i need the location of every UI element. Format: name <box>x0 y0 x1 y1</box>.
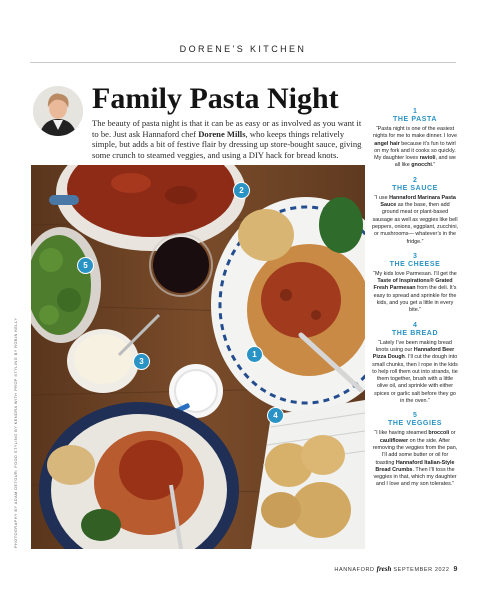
sidebar-section-number: 2 <box>413 176 417 184</box>
sidebar-section-heading: THE BREAD <box>391 329 439 337</box>
author-portrait <box>33 86 83 136</box>
callout-marker-5: 5 <box>77 257 94 274</box>
page-title: Family Pasta Night <box>92 82 339 115</box>
sidebar-section-body: “Lately I’ve been making bread knots using our Hannaford Beer Pizza Dough. I’ll cut the dough into small chunks, then I rope in the kids to help roll them out into strands, tie them together, brush with a little olive oil, and sprinkle with either spices or garlic salt before they go in the oven.” <box>372 339 458 405</box>
brand-logo: fresh <box>376 565 392 573</box>
callout-marker-1: 1 <box>246 346 263 363</box>
sidebar-section-number: 5 <box>413 412 417 420</box>
chef-name: Dorene Mills <box>198 128 246 139</box>
sidebar-section-number: 1 <box>413 108 417 115</box>
ingredient-sidebar <box>372 108 458 496</box>
sidebar-section-body: “I use Hannaford Marinara Pasta Sauce as the base, then add ground meat or plant-based sausage as well as veggies like bell peppers, onions, eggplant, zucchini, or mushrooms— whatever’s in the fridge.” <box>372 194 459 245</box>
sidebar-section-number: 4 <box>413 321 417 329</box>
header-rule <box>30 62 456 63</box>
sidebar-section <box>372 108 458 170</box>
sidebar-section-number: 3 <box>413 252 417 260</box>
page-number: 9 <box>453 566 458 573</box>
pasta-table-photo <box>31 165 365 549</box>
sidebar-section-body: “My kids love Parmesan. I’ll get the Taste of Inspirations® Grated Fresh Parmesan from the deli. It’s easy to spread and sprinkle for the kids, and you get a little in every bite.” <box>373 270 457 314</box>
sidebar-section <box>372 177 458 246</box>
page-footer: HANNAFORD fresh SEPTEMBER 2022 9 <box>334 565 458 573</box>
sidebar-section-body: “Pasta night is one of the easiest nights for me to make dinner. I love angel hair because it’s fun to twirl on my fork and it cooks so quickly. My daughter loves ravioli, and we all like gnocchi.” <box>373 126 457 169</box>
callout-marker-3: 3 <box>133 353 150 370</box>
section-heading: DORENE'S KITCHEN <box>179 44 307 54</box>
photo-credit: PHOTOGRAPHY BY ADAM DETOUR; FOOD STYLING BY KENDRA WITH PROP STYLING BY ROBIN KELLY <box>14 317 18 548</box>
intro-paragraph: The beauty of pasta night is that it can be as easy or as involved as you want it to be. Just ask Hannaford chef Dorene Mills, who keeps things relatively simple, but adds a bit of festive flair by dressing up store-bought sauce, giving some crunch to steamed veggies, and using a DIY hack for bread knots. <box>92 118 362 160</box>
sidebar-section <box>372 412 458 488</box>
callout-marker-4: 4 <box>267 407 284 424</box>
sidebar-section-heading: THE PASTA <box>392 116 438 123</box>
sidebar-section-heading: THE CHEESE <box>389 260 441 268</box>
sidebar-section <box>372 322 458 406</box>
sidebar-section <box>372 253 458 315</box>
sidebar-section-heading: THE VEGGIES <box>387 420 443 428</box>
callout-marker-2: 2 <box>233 182 250 199</box>
sidebar-section-body: “I like having steamed broccoli or cauliflower on the side. After removing the veggies from the pan, I’ll add some butter or oil for toasting Hannaford Italian-Style Bread Crumbs. Then I’ll toss the veggies in that, which my daughter and I love and my son tolerates.” <box>372 430 458 488</box>
sidebar-section-heading: THE SAUCE <box>392 184 438 192</box>
